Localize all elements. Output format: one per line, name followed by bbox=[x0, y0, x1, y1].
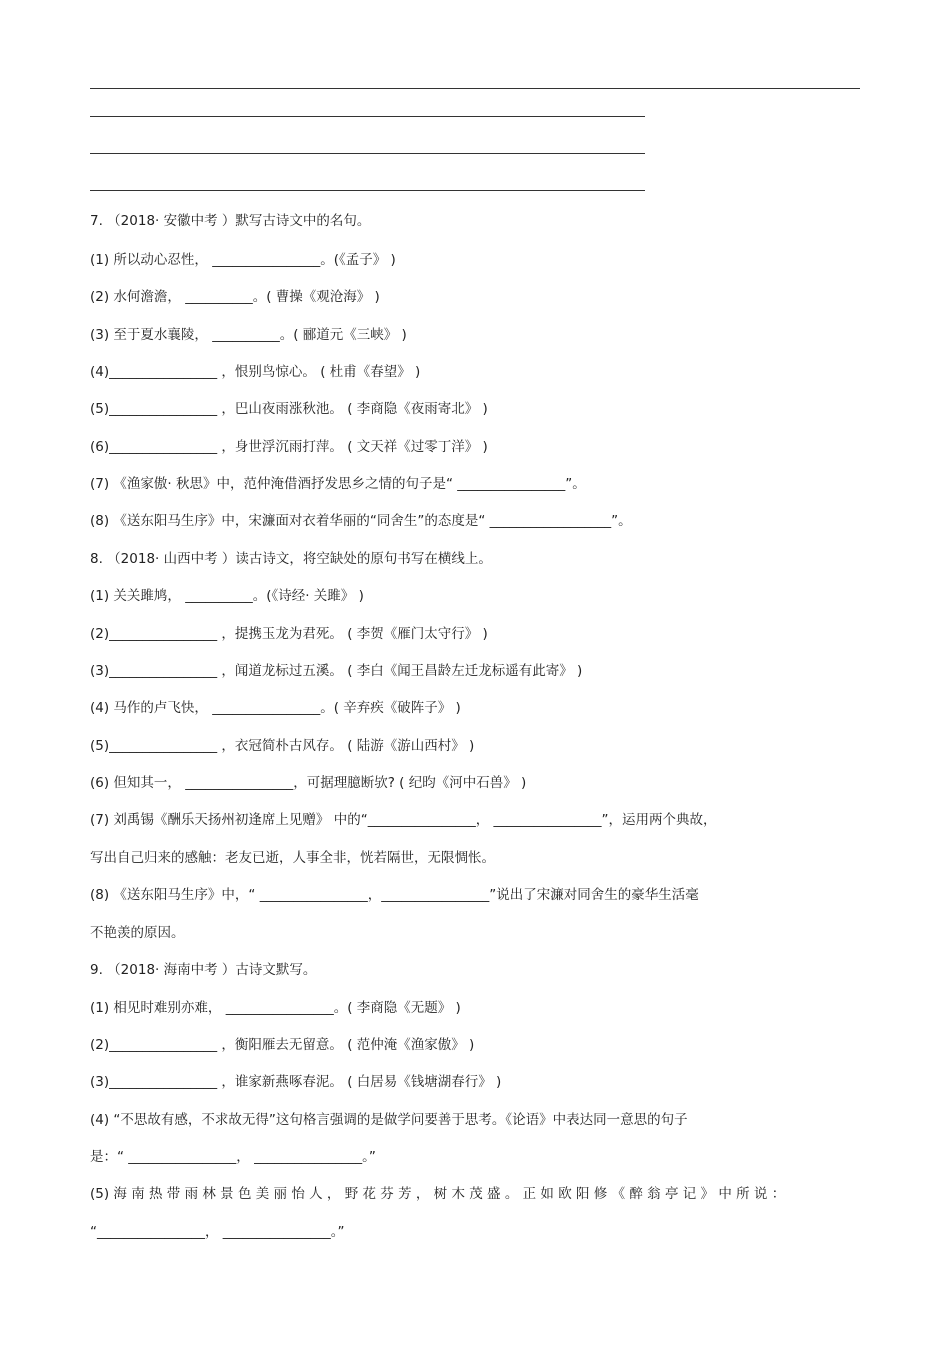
question-item: (3)________________ ，谁家新燕啄春泥。 ( 白居易《钱塘湖春行》 ) bbox=[90, 1074, 502, 1090]
question-item: (3)________________ ，闻道龙标过五溪。 ( 李白《闻王昌龄左迁龙标遥有此寄》 ) bbox=[90, 663, 583, 679]
answer-rule-1 bbox=[90, 88, 860, 89]
question-item: (1) 关关雎鸠， __________。(《诗经· 关雎》 ) bbox=[90, 588, 364, 604]
question-item: (4)________________ ，恨别鸟惊心。 ( 杜甫《春望》 ) bbox=[90, 364, 421, 380]
question-item: (5)________________ ，巴山夜雨涨秋池。 ( 李商隐《夜雨寄北》 ) bbox=[90, 401, 488, 417]
question-item: (6)________________ ，身世浮沉雨打萍。 ( 文天祥《过零丁洋》 ) bbox=[90, 439, 488, 455]
question-item: (5) 海 南 热 带 雨 林 景 色 美 丽 怡 人 ， 野 花 芬 芳 ， 树 木 茂 盛 。 正 如 欧 阳 修 《 醉 翁 亭 记 》 中 所 说 ： bbox=[90, 1186, 786, 1202]
question-item: (5)________________ ，衣冠简朴古风存。 ( 陆游《游山西村》 ) bbox=[90, 738, 475, 754]
question-item: (1) 相见时难别亦难， ________________。( 李商隐《无题》 ) bbox=[90, 1000, 461, 1016]
question-header: 7. （2018· 安徽中考 ）默写古诗文中的名句。 bbox=[90, 213, 371, 229]
question-item: (6) 但知其一， ________________，可据理臆断欤? ( 纪昀《河中石兽》 ) bbox=[90, 775, 527, 791]
question-item: (2)________________ ，提携玉龙为君死。 ( 李贺《雁门太守行》 ) bbox=[90, 626, 488, 642]
question-item: (7) 《渔家傲· 秋思》中，范仲淹借酒抒发思乡之情的句子是“ ________________”。 bbox=[90, 476, 586, 492]
answer-rule-2 bbox=[90, 116, 645, 117]
question-item-continuation: “________________， ________________。” bbox=[90, 1224, 345, 1240]
question-item: (8) 《送东阳马生序》中，宋濂面对衣着华丽的“同舍生”的态度是“ __________________”。 bbox=[90, 513, 632, 529]
question-header: 8. （2018· 山西中考 ）读古诗文，将空缺处的原句书写在横线上。 bbox=[90, 551, 492, 567]
question-item-continuation: 不艳羡的原因。 bbox=[90, 925, 185, 941]
question-item: (4) 马作的卢飞快， ________________。( 辛弃疾《破阵子》 ) bbox=[90, 700, 461, 716]
answer-rule-4 bbox=[90, 190, 645, 191]
question-item: (2) 水何澹澹， __________。( 曹操《观沧海》 ) bbox=[90, 289, 380, 305]
question-item-continuation: 是：“ ________________， ________________。” bbox=[90, 1149, 376, 1165]
question-item: (3) 至于夏水襄陵， __________。( 郦道元《三峡》 ) bbox=[90, 327, 407, 343]
question-item: (2)________________ ，衡阳雁去无留意。 ( 范仲淹《渔家傲》 ) bbox=[90, 1037, 475, 1053]
question-item-continuation: 写出自己归来的感触：老友已逝，人事全非，恍若隔世，无限惆怅。 bbox=[90, 850, 495, 866]
question-item: (8) 《送东阳马生序》中，“ ________________，________________”说出了宋濂对同舍生的豪华生活毫 bbox=[90, 887, 699, 903]
question-item: (1) 所以动心忍性， ________________。(《孟子》 ) bbox=[90, 252, 396, 268]
answer-rule-3 bbox=[90, 153, 645, 154]
question-item: (4) “不思故有感，不求故无得”这句格言强调的是做学问要善于思考。《论语》中表达同一意思的句子 bbox=[90, 1112, 688, 1128]
question-header: 9. （2018· 海南中考 ）古诗文默写。 bbox=[90, 962, 317, 978]
question-item: (7) 刘禹锡《酬乐天扬州初逢席上见赠》 中的“________________， ________________”，运用两个典故， bbox=[90, 812, 717, 828]
